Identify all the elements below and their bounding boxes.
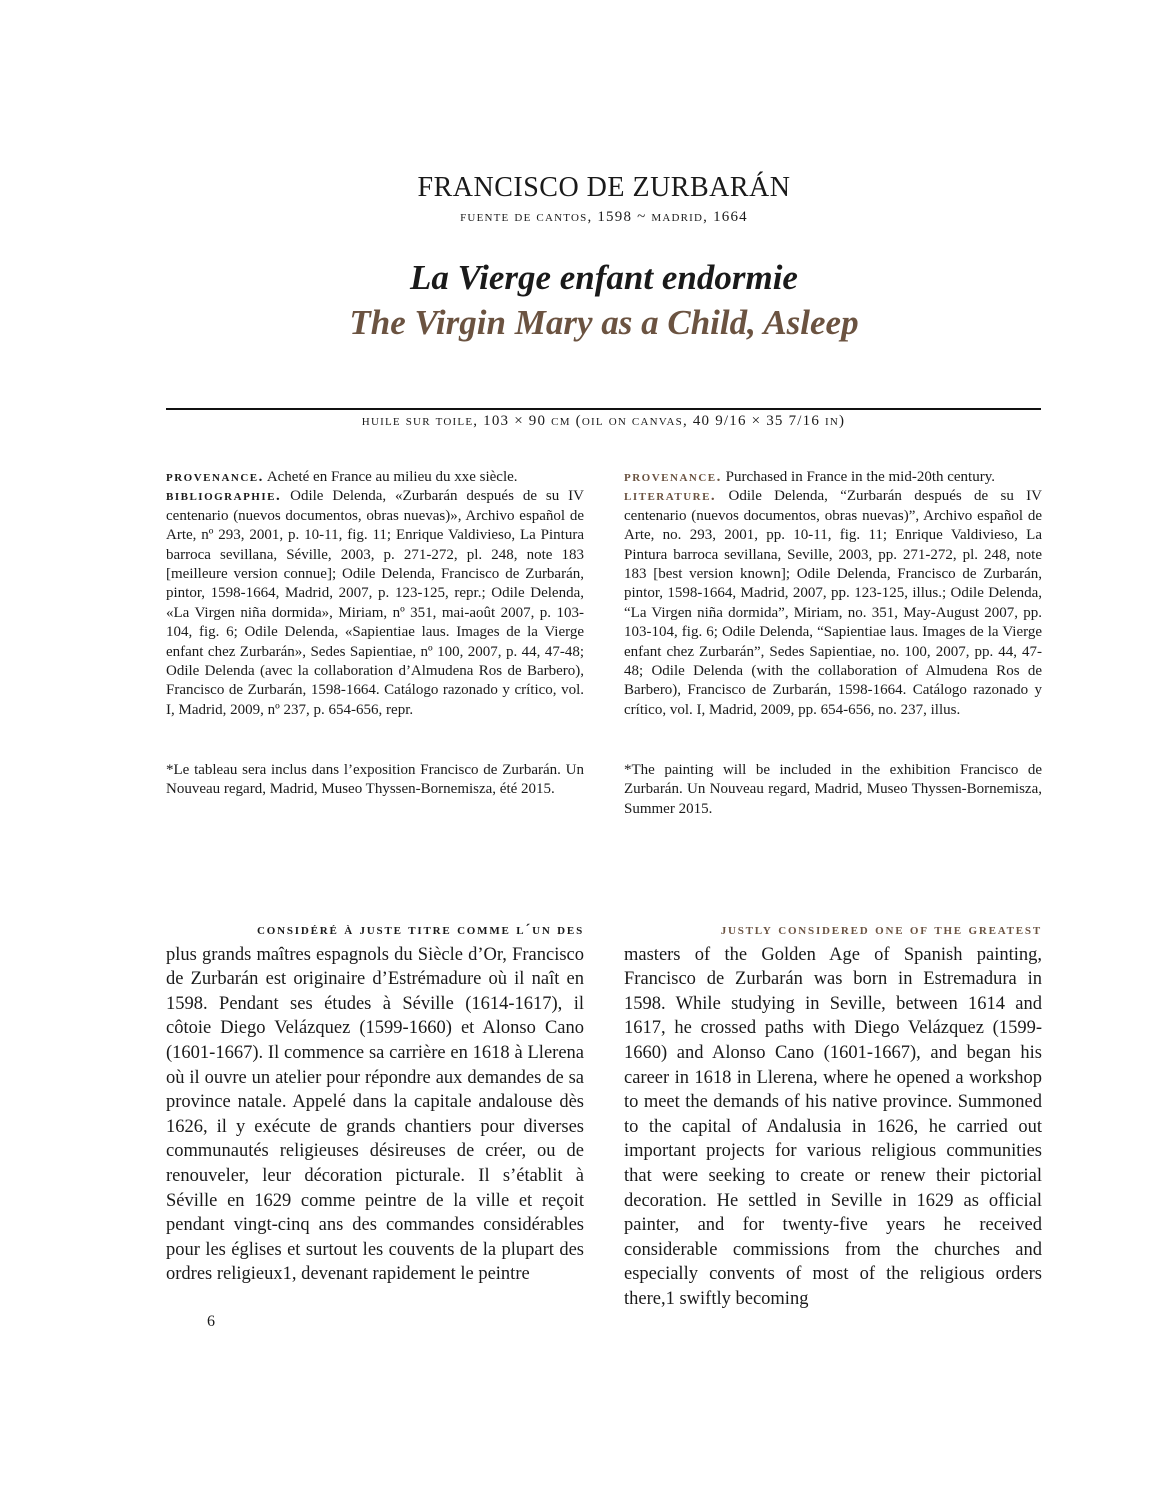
english-provenance [624,468,1042,487]
literature-label: literature. [624,488,717,505]
page-number: 6 [207,1313,215,1330]
provenance-label: provenance. [166,469,264,485]
english-exhibition-note: *The painting will be included in the exhibition Francisco de Zurbarán. Un Nouveau regard, Madrid, Museo Thyssen-Bornemisza, Summer 2015. [624,762,1042,817]
french-provenance [166,468,584,487]
literature-text: Odile Delenda, “Zurbarán después de su IV centenario (nuevos documentos, obras nuevas)”, Archivo español de Arte, no. 293, 2001, pp. 10-11, fig. 11; Enrique Valdivieso, La Pintura barroca sevillana, Seville, 2003, pp. 271-272, pl. 248, note 183 [best version known]; Odile Delenda, Francisco de Zurbarán, pintor, 1598-1664, Madrid, 2007, pp. 123-125, illus.; Odile Delenda, “La Virgen niña dormida”, Miriam, no. 351, May-August 2007, pp. 103-104, fig. 6; Odile Delenda, “Sapientiae laus. Images de la Vierge enfant chez Zurbarán”, Sedes Sapientiae, no. 100, 2007, pp. 44, 47-48; Odile Delenda (with the collaboration of Almudena Ros de Barbero), Francisco de Zurbarán, 1598-1664. Catálogo razonado y crítico, vol. I, Madrid, 2009, pp. 654-656, no. 237, illus. [624,488,1043,718]
french-essay [166,918,584,1287]
french-lead-in: considéré à juste titre comme l´un des [257,922,584,938]
bibliography-text: Odile Delenda, «Zurbarán después de su IV centenario (nuevos documentos, obras nuevas)», Archivo español de Arte, nº 293, 2001, p. 10-11, fig. 11; Enrique Valdivieso, La Pintura barroca sevillana, Séville, 2003, p. 271-272, pl. 248, note 183 [meilleure version connue]; Odile Delenda, Francisco de Zurbarán, pintor, 1598-1664, Madrid, 2007, p. 123-125, repr.; Odile Delenda, «La Virgen niña dormida», Miriam, nº 351, mai-août 2007, p. 103-104, fig. 6; Odile Delenda, «Sapientiae laus. Images de la Vierge enfant chez Zurbarán», Sedes Sapientiae, nº 100, 2007, p. 44, 47-48; Odile Delenda (avec la collaboration d’Almudena Ros de Barbero), Francisco de Zurbarán, 1598-1664. Catálogo razonado y crítico, vol. I, Madrid, 2009, nº 237, p. 654-656, repr. [166,488,584,718]
title-french: La Vierge enfant endormie [410,258,798,297]
english-lead-in: justly considered one of the greatest [720,922,1042,938]
provenance-label: provenance. [624,469,722,485]
french-bibliography [166,487,584,720]
english-literature [624,487,1042,720]
french-exhibition-note: *Le tableau sera inclus dans l’exposition Francisco de Zurbarán. Un Nouveau regard, Madrid, Museo Thyssen-Bornemisza, été 2015. [166,762,584,798]
english-essay [624,918,1042,1312]
french-body-text: plus grands maîtres espagnols du Siècle d’Or, Francisco de Zurbarán est originaire d’Estrémadure où il naît en 1598. Pendant ses études à Séville (1614-1617), il côtoie Diego Velázquez (1599-1660) et Alonso Cano (1601-1667). Il commence sa carrière en 1618 à Llerena où il ouvre un atelier pour répondre aux demandes de sa province natale. Appelé dans la capitale andalouse dès 1626, il y exécute de grands chantiers pour diverses communautés religieuses désireuses de créer, ou de renouveler, leur décoration picturale. Il s’établit à Séville en 1629 comme peintre de la ville et reçoit pendant vingt-cinq ans des commandes considérables pour les églises et surtout les couvents de la plupart des ordres religieux1, devenant rapidement le peintre [166,944,584,1285]
provenance-text: Acheté en France au milieu du xxe siècle. [266,469,518,485]
title-english: The Virgin Mary as a Child, Asleep [349,303,859,342]
english-metadata [624,468,1042,720]
medium-dimensions: huile sur toile, 103 × 90 cm (oil on canvas, 40 9/16 × 35 7/16 in) [361,413,846,429]
bibliography-label: bibliographie. [166,488,282,505]
divider-rule [166,408,1041,410]
english-body-text: masters of the Golden Age of Spanish painting, Francisco de Zurbarán was born in Estremadura in 1598. While studying in Seville, between 1614 and 1617, he crossed paths with Diego Velázquez (1599-1660) and Alonso Cano (1601-1667), and began his career in 1618 in Llerena, where he opened a workshop to meet the demands of his native province. Summoned to the capital of Andalusia in 1626, he carried out important projects for various religious communities that were seeking to create or renew their pictorial decoration. He settled in Seville in 1629 as official painter, and for twenty-five years he received considerable commissions from the churches and especially convents of most of the religious orders there,1 swiftly becoming [624,944,1042,1309]
french-metadata [166,468,584,720]
artist-name: FRANCISCO DE ZURBARÁN [417,172,791,203]
provenance-text: Purchased in France in the mid-20th century. [725,469,995,485]
artist-life-dates: fuente de cantos, 1598 ~ madrid, 1664 [460,209,748,225]
